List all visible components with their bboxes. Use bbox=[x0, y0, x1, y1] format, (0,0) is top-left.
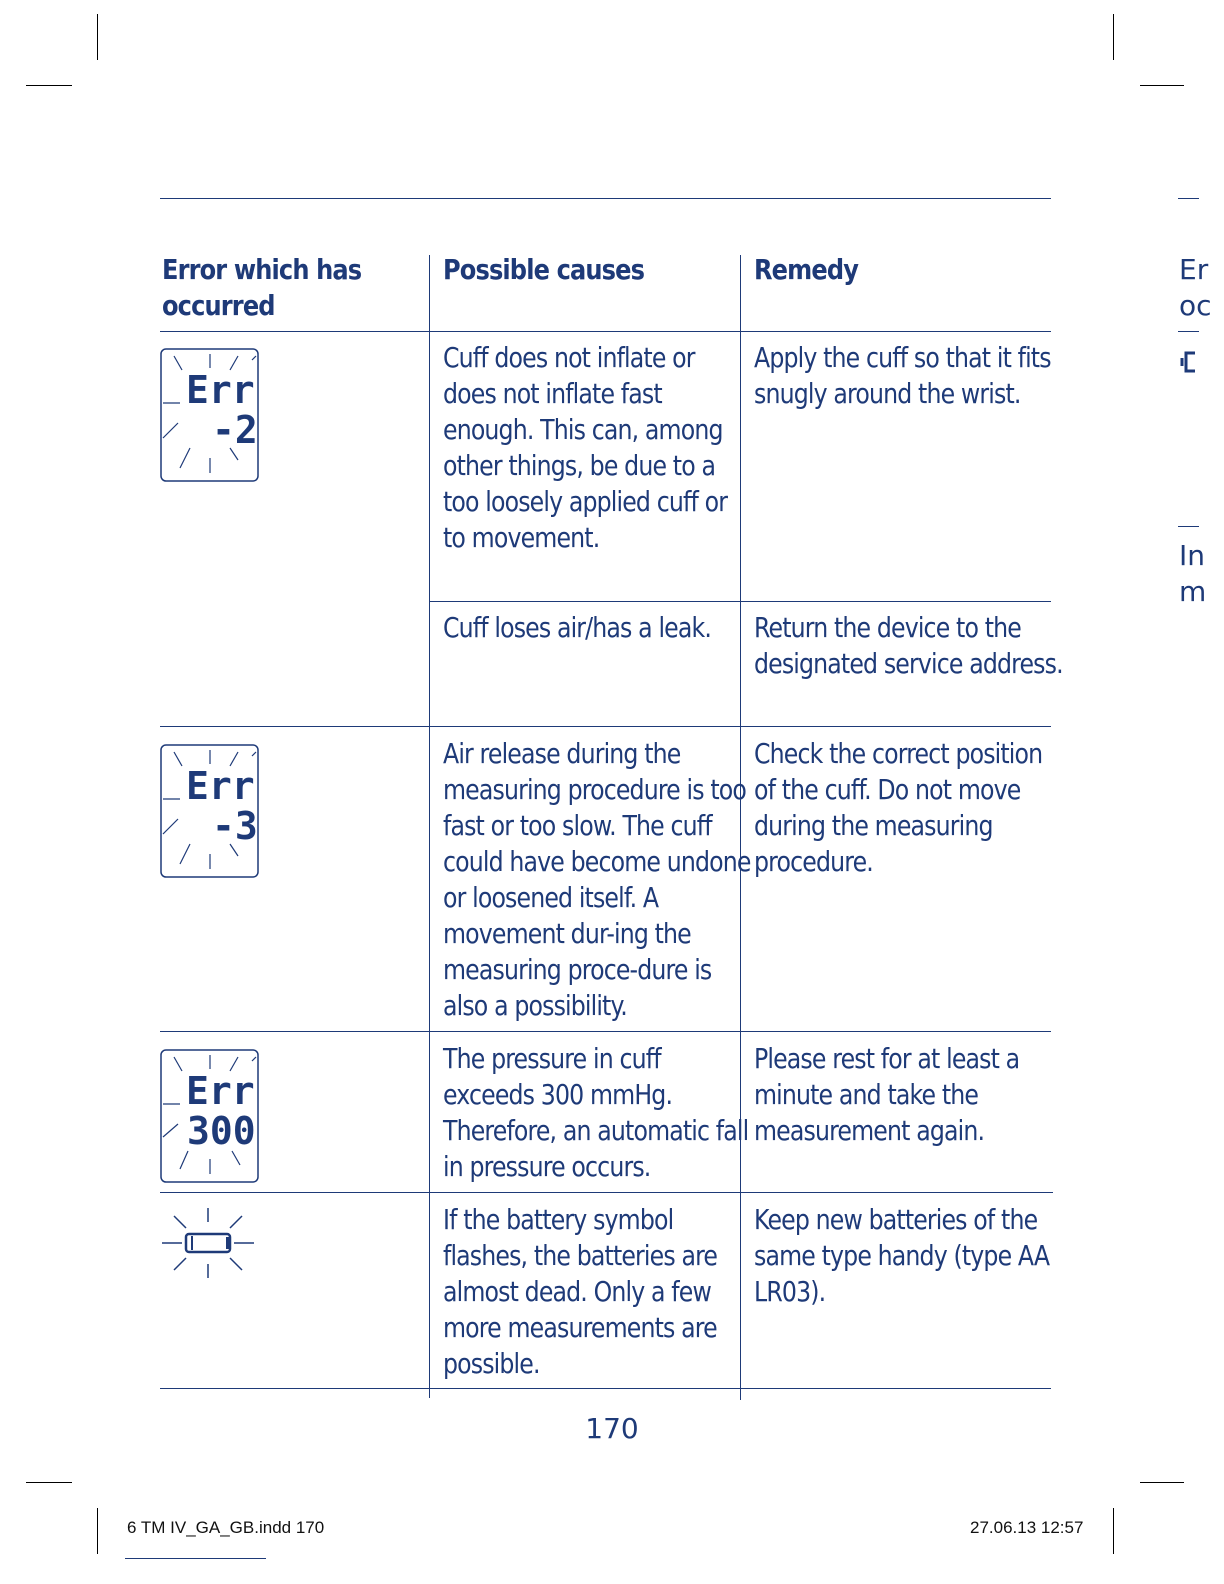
causes-cell: Cuff does not inflate or does not inflate fast enough. This can, among other things, be due to a too loosely applied cuff or to movement. bbox=[443, 342, 728, 554]
row-rule bbox=[160, 726, 1051, 727]
lcd-display-err-300 bbox=[160, 1049, 260, 1184]
bottom-rule bbox=[160, 1388, 1051, 1389]
header-rule bbox=[160, 331, 1051, 332]
crop-mark bbox=[26, 85, 72, 86]
row-rule bbox=[160, 1192, 1053, 1193]
lcd-text: Err bbox=[186, 1069, 255, 1113]
lcd-text: -3 bbox=[212, 804, 258, 848]
crop-mark bbox=[97, 1508, 98, 1554]
crop-mark bbox=[26, 1482, 72, 1483]
remedy-cell: Keep new batteries of the same type handy (type AA LR03). bbox=[754, 1204, 1050, 1308]
header-causes: Possible causes bbox=[443, 253, 645, 286]
crop-mark bbox=[1140, 85, 1184, 86]
edge-rule bbox=[1178, 526, 1199, 527]
column-divider bbox=[429, 255, 430, 1398]
lcd-display-err-2 bbox=[160, 348, 260, 483]
edge-text: oc bbox=[1179, 289, 1212, 322]
remedy-cell: Return the device to the designated service address. bbox=[754, 612, 1063, 680]
header-error: Error which has occurred bbox=[162, 253, 362, 322]
header-remedy: Remedy bbox=[754, 253, 859, 286]
remedy-cell: Please rest for at least a minute and take the measurement again. bbox=[754, 1043, 1020, 1147]
edge-rule bbox=[1178, 198, 1199, 199]
lcd-text: -2 bbox=[212, 408, 258, 452]
causes-cell: Cuff loses air/has a leak. bbox=[443, 612, 711, 644]
edge-symbol-icon bbox=[1179, 350, 1199, 374]
remedy-cell: Check the correct position of the cuff. Do not move during the measuring procedure. bbox=[754, 738, 1043, 878]
page-number: 170 bbox=[585, 1412, 639, 1445]
causes-cell: If the battery symbol flashes, the batteries are almost dead. Only a few more measurements are possible. bbox=[443, 1204, 718, 1380]
crop-mark bbox=[1113, 1508, 1114, 1554]
lcd-text: 300 bbox=[187, 1109, 256, 1153]
footer-date-time: 27.06.13 12:57 bbox=[970, 1518, 1084, 1537]
row-rule bbox=[160, 1031, 1051, 1032]
crop-mark bbox=[1140, 1482, 1184, 1483]
battery-flash-icon bbox=[160, 1206, 256, 1282]
top-rule bbox=[160, 198, 1051, 199]
causes-cell: Air release during the measuring procedure is too fast or too slow. The cuff could have become undone or loosened itself. A movement dur-ing the measuring proce-dure is also a possibility. bbox=[443, 738, 751, 1022]
lcd-text: Err bbox=[186, 764, 255, 808]
edge-text: Er bbox=[1179, 253, 1209, 286]
causes-cell: The pressure in cuff exceeds 300 mmHg. Therefore, an automatic fall in pressure occurs. bbox=[443, 1043, 749, 1183]
lcd-display-err-3 bbox=[160, 744, 260, 879]
crop-mark bbox=[97, 14, 98, 60]
footer-underline bbox=[125, 1558, 266, 1559]
edge-rule bbox=[1178, 331, 1199, 332]
edge-text: In bbox=[1179, 539, 1206, 572]
remedy-cell: Apply the cuff so that it fits snugly around the wrist. bbox=[754, 342, 1051, 410]
footer-file-info: 6 TM IV_GA_GB.indd 170 bbox=[127, 1518, 325, 1537]
lcd-text: Err bbox=[186, 368, 255, 412]
crop-mark bbox=[1113, 14, 1114, 60]
edge-text: m bbox=[1179, 575, 1207, 608]
